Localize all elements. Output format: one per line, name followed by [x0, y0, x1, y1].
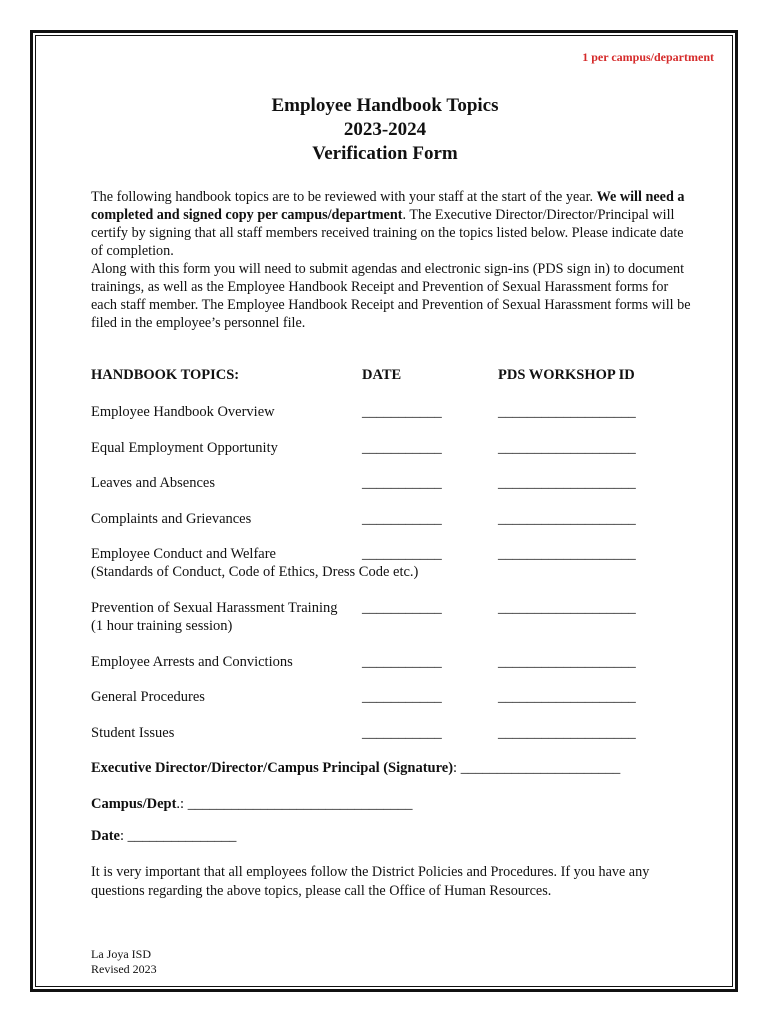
footer-revised: Revised 2023 [91, 962, 157, 976]
topic-label: Employee Conduct and Welfare [91, 546, 276, 562]
topic-date-blank[interactable]: ___________ [362, 546, 442, 562]
intro-p1-bold: We will need a completed and signed copy per campus/department [91, 189, 685, 223]
header-workshop-id: PDS WORKSHOP ID [498, 367, 635, 383]
title-line-1: Employee Handbook Topics [271, 95, 499, 116]
date-label: Date [91, 828, 120, 844]
topic-workshop-blank[interactable]: ___________________ [498, 404, 636, 420]
topic-date-blank[interactable]: ___________ [362, 404, 442, 420]
topic-label: Employee Handbook Overview [91, 404, 275, 420]
topic-label: Leaves and Absences [91, 475, 216, 491]
footer [91, 947, 157, 977]
topic-workshop-blank[interactable]: ___________________ [498, 440, 636, 456]
topic-label: Equal Employment Opportunity [91, 440, 278, 456]
topic-date-blank[interactable]: ___________ [362, 600, 442, 616]
topic-label: Complaints and Grievances [91, 511, 252, 527]
signature-colon: : [453, 760, 461, 776]
campus-note: 1 per campus/department [582, 50, 714, 64]
header-date: DATE [362, 367, 402, 383]
title-year: 2023-2024 [343, 119, 427, 140]
topic-date-blank[interactable]: ___________ [362, 725, 442, 741]
topic-sublabel: (Standards of Conduct, Code of Ethics, Dress Code etc.) [91, 564, 419, 580]
date-line[interactable]: _______________ [127, 828, 237, 844]
topic-workshop-blank[interactable]: ___________________ [498, 654, 636, 670]
topic-label: General Procedures [91, 689, 205, 705]
topic-label: Student Issues [91, 725, 175, 741]
topic-date-blank[interactable]: ___________ [362, 689, 442, 705]
topic-date-blank[interactable]: ___________ [362, 654, 442, 670]
form-title [0, 94, 770, 166]
topic-row [91, 404, 691, 422]
topic-label: Employee Arrests and Convictions [91, 654, 293, 670]
intro-paragraph-1 [91, 188, 691, 260]
topic-row [91, 511, 691, 529]
signature-line[interactable]: ______________________ [460, 760, 621, 776]
topic-row [91, 725, 691, 743]
intro-p1-start: The following handbook topics are to be reviewed with your staff at the start of the year. [91, 189, 597, 205]
topic-row [91, 689, 691, 707]
topic-row [91, 475, 691, 493]
campus-label: Campus/Dept [91, 796, 177, 812]
footer-district: La Joya ISD [91, 947, 151, 961]
intro-paragraph-2: Along with this form you will need to submit agendas and electronic sign-ins (PDS sign in) to document trainings, as well as the Employee Handbook Receipt and Prevention of Sexual Harassment forms for each staff member. The Employee Handbook Receipt and Prevention of Sexual Harassment forms will be filed in the employee’s personnel file. [91, 261, 691, 331]
campus-suffix: .: [176, 796, 188, 812]
topic-date-blank[interactable]: ___________ [362, 475, 442, 491]
signature-field[interactable] [91, 760, 620, 777]
topic-row [91, 546, 691, 580]
topic-workshop-blank[interactable]: ___________________ [498, 725, 636, 741]
signature-label: Executive Director/Director/Campus Principal (Signature) [91, 760, 454, 776]
topic-workshop-blank[interactable]: ___________________ [498, 689, 636, 705]
date-suffix: : [120, 828, 128, 844]
campus-line[interactable]: _______________________________ [187, 796, 413, 812]
topic-row [91, 600, 691, 634]
topic-workshop-blank[interactable]: ___________________ [498, 475, 636, 491]
header-topics: HANDBOOK TOPICS: [91, 367, 240, 383]
topic-date-blank[interactable]: ___________ [362, 511, 442, 527]
topic-workshop-blank[interactable]: ___________________ [498, 511, 636, 527]
topic-label: Prevention of Sexual Harassment Training [91, 600, 338, 616]
title-line-3: Verification Form [312, 143, 458, 164]
campus-field[interactable] [91, 796, 412, 813]
closing-text: It is very important that all employees follow the District Policies and Procedures. If you have any questions regarding the above topics, please call the Office of Human Resources. [91, 864, 650, 899]
intro-text [91, 188, 691, 332]
topic-row [91, 440, 691, 458]
topic-workshop-blank[interactable]: ___________________ [498, 600, 636, 616]
date-field[interactable] [91, 828, 236, 845]
topic-row [91, 654, 691, 672]
topic-workshop-blank[interactable]: ___________________ [498, 546, 636, 562]
intro-p1-end: . The Executive Director/Director/Principal will certify by signing that all staff members received training on the topics listed below. Please indicate date of completion. [91, 207, 684, 259]
topic-date-blank[interactable]: ___________ [362, 440, 442, 456]
topic-sublabel: (1 hour training session) [91, 618, 233, 634]
